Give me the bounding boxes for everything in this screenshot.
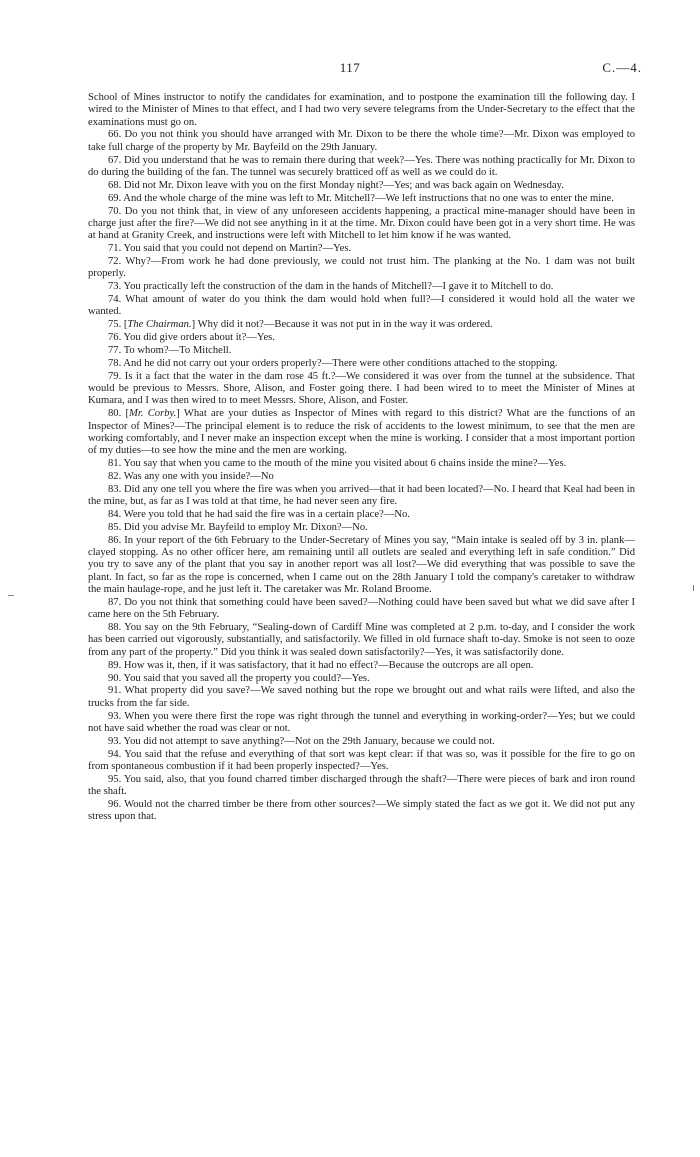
testimony-body [88,92,635,824]
paragraph: 68. Did not Mr. Dixon leave with you on the first Monday night?—Yes; and was back again on Wednesday. [108,179,564,191]
paragraph: 87. Do you not think that something could have been saved?—Nothing could have been saved but what we did save after I came here on the 5th February. [88,596,635,621]
question-prefix: 80. [ [108,408,130,420]
paragraph: 71. You said that you could not depend on Martin?—Yes. [108,243,352,255]
paragraph [88,408,635,457]
speaker-name: The Chairman. [127,319,192,331]
paragraph: 94. You said that the refuse and everything of that sort was kept clear: if that was so, was it possible for the fire to go on from spontaneous combustion if it had been properly inspected?—Yes. [88,748,635,772]
paragraph: 91. What property did you save?—We saved nothing but the rope we brought out and what rails were lifted, and also the trucks from the far side. [88,685,635,709]
paragraph: 89. How was it, then, if it was satisfactory, that it had no effect?—Because the outcrops are all open. [108,659,534,671]
paragraph [88,319,635,331]
paragraph: 79. Is it a fact that the water in the dam rose 45 ft.?—We considered it was over from the tunnel at the subsidence. That would be previous to Messrs. Shore, Alison, and Foster going there. I had been wired to to meet the Minister of Mines at Kumara, and I was then wired to to meet Messrs. Shore, Alison, and Foster. [88,370,635,407]
question-text: ] What are your duties as Inspector of Mines with regard to this district? What are the functions of an Inspector of Mines?—The principal element is to reduce the risk of accidents to the lowest minimum, to see that the men are working comfortably, and I never make an inspection except when the mine is working. I consider that a most important portion of my duties—to see how the mine and the men are working. [88,408,635,457]
paragraph: School of Mines instructor to notify the candidates for examination, and to postpone the examination till the following day. I wired to the Minister of Mines to that effect, and I had two very severe telegrams from the Under-Secretary to the effect that the examinations must go on. [88,92,635,128]
paragraph: 81. You say that when you came to the mouth of the mine you visited about 6 chains inside the mine?—Yes. [108,458,567,470]
paragraph: 85. Did you advise Mr. Bayfeild to employ Mr. Dixon?—No. [108,521,368,533]
paragraph: 83. Did any one tell you where the fire was when you arrived—that it had been located?—No. I heard that Keal had been in the mine, but, as far as I was told at that time, he had never seen any fire. [88,483,635,508]
margin-mark [8,595,14,596]
paragraph: 76. You did give orders about it?—Yes. [108,332,275,344]
question-prefix: 75. [ [108,319,128,331]
paragraph: 66. Do you not think you should have arranged with Mr. Dixon to be there the whole time?—Mr. Dixon was employed to take full charge of the property by Mr. Bayfeild on the 29th January. [88,129,635,153]
speaker-name: Mr. Corby. [129,408,177,420]
paragraph: 72. Why?—From work he had done previously, we could not trust him. The planking at the No. 1 dam was not built properly. [88,256,635,280]
paragraph: 74. What amount of water do you think the dam would hold when full?—I considered it would hold all the water we wanted. [88,294,635,318]
paragraph: 77. To whom?—To Mitchell. [108,345,232,357]
paragraph: 93. When you were there first the rope was right through the tunnel and everything in working-order?—Yes; but we could not have said whether the road was clear or not. [88,710,635,734]
paragraph: 69. And the whole charge of the mine was left to Mr. Mitchell?—We left instructions that no one was to enter the mine. [108,192,614,204]
paragraph: 84. Were you told that he had said the fire was in a certain place?—No. [108,509,410,521]
edge-mark [693,585,694,591]
paragraph: 86. In your report of the 6th February to the Under-Secretary of Mines you say, “Main intake is sealed off by 3 in. plank—clayed stopping. As no other officer here, am remaining until all outlets are sealed and everything left in safe condition.” Did you try to save any of the plant that you say in another report was all lost?—We did everything that was possible to save the plant. In fact, so far as the rope is concerned, when I came out on the 28th January I told the company's caretaker to withdraw the main haulage-rope, and he just left it. The caretaker was Mr. Roland Broome. [88,534,635,596]
paragraph: 82. Was any one with you inside?—No [108,471,274,482]
paragraph: 88. You say on the 9th February, “Sealing-down of Cardiff Mine was completed at 2 p.m. to-day, and I consider the work has been carried out vigorously, substantially, and satisfactorily. We filled in old furnace shaft to-day. Smoke is not seen to ooze from any part of the property.” Did you think it was sealed down satisfactorily?—Yes, it was satisfactorily done. [88,622,635,658]
document-reference: C.—4. [602,60,642,75]
paragraph: 73. You practically left the construction of the dam in the hands of Mitchell?—I gave it to Mitchell to do. [108,281,554,293]
question-text: ] Why did it not?—Because it was not put in in the way it was ordered. [191,319,493,331]
paragraph: 67. Did you understand that he was to remain there during that week?—Yes. There was nothing practically for Mr. Dixon to do during the building of the fan. The tunnel was securely bratticed off as well as we could do it. [88,154,635,178]
paragraph: 78. And he did not carry out your orders properly?—There were other conditions attached to the stopping. [108,357,558,369]
paragraph: 95. You said, also, that you found charred timber discharged through the shaft?—There were pieces of bark and iron round the shaft. [88,773,635,798]
paragraph: 96. Would not the charred timber be there from other sources?—We simply stated the fact as we got it. We did not put any stress upon that. [88,799,635,823]
paragraph: 70. Do you not think that, in view of any unforeseen accidents happening, a practical mine-manager should have been in charge just after the fire?—We did not see anything in it at the time. Mr. Dixon could have been got in a very short time. He was at hand at Granity Creek, and instructions were left with Mitchell to let him know if he was wanted. [88,205,635,242]
page-number: 117 [339,60,361,75]
paragraph: 93. You did not attempt to save anything?—Not on the 29th January, because we could not. [108,735,495,747]
paragraph: 90. You said that you saved all the property you could?—Yes. [108,672,370,684]
